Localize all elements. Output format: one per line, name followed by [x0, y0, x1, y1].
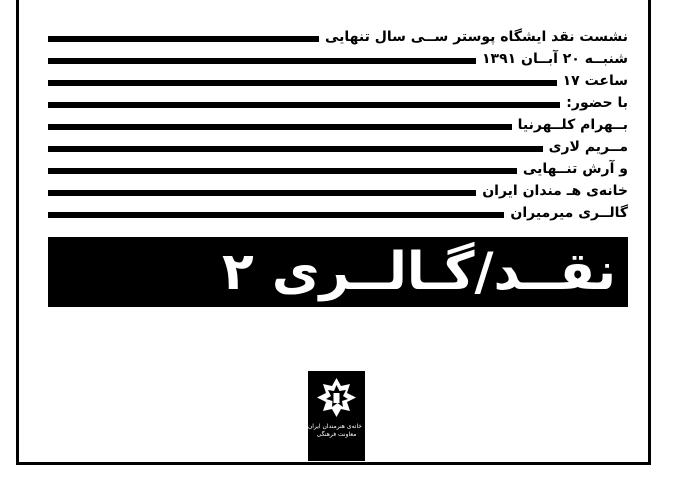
title-banner [48, 237, 628, 307]
info-line-1 [48, 26, 628, 48]
time-text: ساعت ۱۷ [557, 70, 628, 92]
logo-org-name: خانه‌ی هنرمندان ایران [307, 423, 362, 430]
info-line-9 [48, 202, 628, 224]
organization-logo [308, 371, 365, 461]
speaker-name-1: بــهرام کلــهرنیا [512, 114, 628, 136]
venue-text: خانه‌ی هـ مندان ایران [476, 180, 628, 202]
black-rule [48, 102, 628, 108]
logo-department: معاونت فرهنگی [316, 431, 357, 438]
logo-text [307, 423, 362, 439]
info-line-2 [48, 48, 628, 70]
date-text: شنبــه ۲۰ آبــان ۱۳۹۱ [476, 48, 628, 70]
info-line-4 [48, 92, 628, 114]
info-line-8 [48, 180, 628, 202]
poster-title: نقــد/گـالــری ۲ [222, 242, 616, 302]
gallery-text: گالــری میرمیران [504, 202, 628, 224]
star-emblem-icon [316, 377, 357, 421]
info-line-5 [48, 114, 628, 136]
event-title-text: نشست نقد ایشگاه پوستر ســی سال تنهایی [319, 26, 628, 48]
speaker-name-3: و آرش تنــهایی [517, 158, 628, 180]
info-line-6 [48, 136, 628, 158]
attendance-label: با حضور: [560, 92, 628, 114]
black-rule [48, 80, 628, 86]
black-rule [48, 146, 628, 152]
info-line-3 [48, 70, 628, 92]
info-line-7 [48, 158, 628, 180]
speaker-name-2: مــریم لاری [543, 136, 628, 158]
